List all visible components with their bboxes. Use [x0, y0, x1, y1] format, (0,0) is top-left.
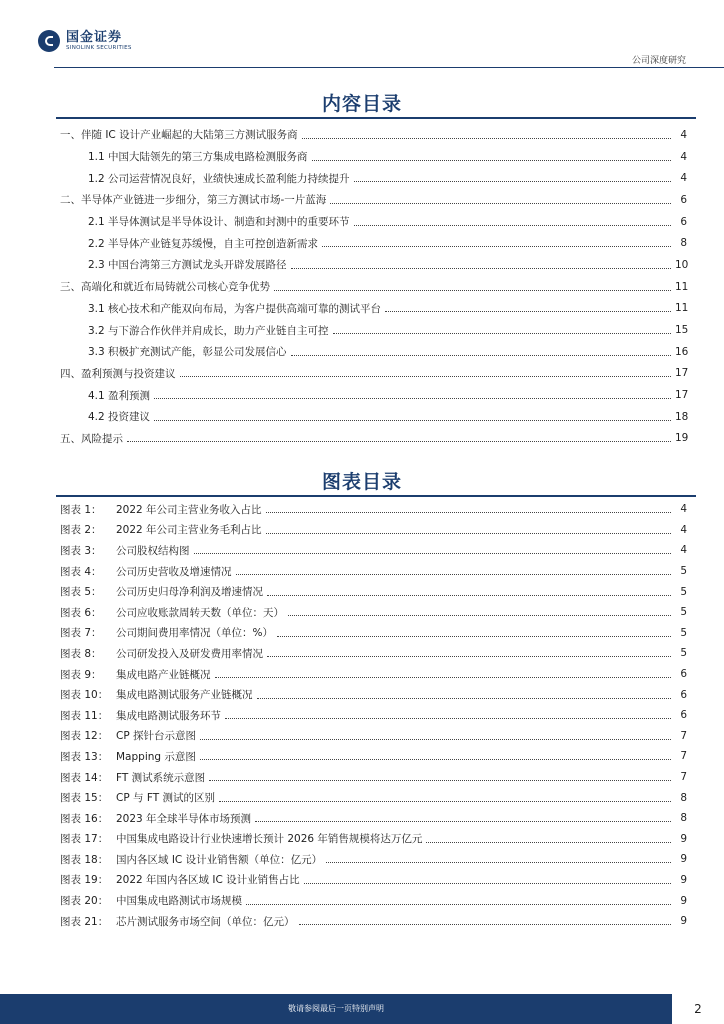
toc-entry-title: 2.2 半导体产业链复苏缓慢，自主可控创造新需求: [88, 237, 319, 250]
logo-en-text: SINOLINK SECURITIES: [66, 44, 132, 51]
dot-leader: [255, 820, 671, 822]
toc-entry-page: 16: [675, 345, 689, 358]
footer-disclaimer: 敬请参阅最后一页特别声明: [0, 994, 672, 1024]
figure-entry-label: 图表 8：: [60, 647, 102, 660]
page-number: 2: [694, 1002, 702, 1016]
figure-entry[interactable]: [60, 767, 687, 788]
figure-entry-title: Mapping 示意图: [116, 750, 196, 763]
figure-entry-page: 5: [680, 585, 687, 598]
toc-entry[interactable]: [60, 124, 687, 146]
figure-entry-page: 5: [680, 647, 687, 660]
dot-leader: [385, 310, 671, 312]
figure-entry-page: 6: [680, 668, 687, 681]
figure-entry-page: 9: [680, 915, 687, 928]
figure-toc-title: 图表目录: [321, 471, 402, 493]
dot-leader: [312, 159, 671, 161]
toc-entry[interactable]: [60, 406, 687, 428]
figure-entry[interactable]: [60, 561, 687, 582]
dot-leader: [194, 552, 672, 554]
toc-entry-page: 4: [680, 128, 687, 141]
dot-leader: [291, 354, 671, 356]
dot-leader: [291, 267, 671, 269]
dot-leader: [209, 779, 671, 781]
figure-entry-page: 9: [680, 894, 687, 907]
figure-entry-title: CP 与 FT 测试的区别: [116, 792, 215, 805]
figure-entry[interactable]: [60, 705, 687, 726]
figure-entry-label: 图表 12：: [60, 730, 109, 743]
toc-entry[interactable]: [60, 146, 687, 168]
toc-entry[interactable]: [60, 276, 687, 298]
content-toc-title: 内容目录: [321, 93, 402, 115]
dot-leader: [426, 841, 671, 843]
toc-entry-title: 1.2 公司运营情况良好，业绩快速成长盈利能力持续提升: [88, 172, 350, 185]
toc-entry-title: 1.1 中国大陆领先的第三方集成电路检测服务商: [88, 151, 308, 164]
figure-entry[interactable]: [60, 787, 687, 808]
figure-entry-page: 7: [680, 771, 687, 784]
figure-entry-title: 公司研发投入及研发费用率情况: [116, 647, 263, 660]
dot-leader: [304, 882, 671, 884]
dot-leader: [333, 332, 671, 334]
figure-entry-title: FT 测试系统示意图: [116, 771, 206, 784]
dot-leader: [219, 800, 671, 802]
figure-entry-page: 5: [680, 626, 687, 639]
toc-entry-title: 3.1 核心技术和产能双向布局，为客户提供高端可靠的测试平台: [88, 302, 382, 315]
figure-entry-page: 8: [680, 791, 687, 804]
figure-entry-label: 图表 19：: [60, 874, 109, 887]
dot-leader: [274, 289, 671, 291]
figure-entry-page: 5: [680, 606, 687, 619]
toc-entry[interactable]: [60, 319, 687, 341]
toc-entry-page: 6: [680, 215, 687, 228]
figure-entry-label: 图表 10：: [60, 689, 109, 702]
figure-entry-label: 图表 6：: [60, 606, 102, 619]
figure-entry-page: 9: [680, 873, 687, 886]
toc-entry-title: 4.2 投资建议: [88, 411, 151, 424]
figure-entry[interactable]: [60, 684, 687, 705]
figure-entry-label: 图表 14：: [60, 771, 109, 784]
figure-entry[interactable]: [60, 623, 687, 644]
figure-entry[interactable]: [60, 581, 687, 602]
dot-leader: [322, 245, 671, 247]
figure-entry-title: 公司股权结构图: [116, 544, 190, 557]
figure-entry-title: 2023 年全球半导体市场预测: [116, 812, 252, 825]
toc-entry-page: 11: [675, 302, 689, 315]
figure-entry[interactable]: [60, 602, 687, 623]
toc-entry-title: 3.3 积极扩充测试产能，彰显公司发展信心: [88, 346, 287, 359]
figure-entry-label: 图表 21：: [60, 915, 109, 928]
toc-entry-title: 4.1 盈利预测: [88, 389, 151, 402]
dot-leader: [200, 758, 671, 760]
header-divider: [54, 67, 724, 68]
dot-leader: [154, 419, 671, 421]
dot-leader: [127, 440, 671, 442]
figure-entry-label: 图表 15：: [60, 792, 109, 805]
dot-leader: [267, 655, 671, 657]
figure-entry[interactable]: [60, 746, 687, 767]
figure-entry-page: 4: [680, 503, 687, 516]
figure-entry-label: 图表 11：: [60, 709, 109, 722]
figure-entry-title: 公司历史营收及增速情况: [116, 565, 232, 578]
company-logo: [38, 30, 132, 52]
dot-leader: [266, 532, 671, 534]
figure-toc-list: [60, 499, 687, 931]
figure-entry-title: CP 探针台示意图: [116, 730, 197, 743]
toc-entry-title: 五、风险提示: [60, 432, 123, 445]
logo-icon: [38, 30, 60, 52]
figure-entry-title: 2022 年公司主营业务毛利占比: [116, 524, 262, 537]
toc-entry-page: 17: [675, 367, 689, 380]
figure-entry-label: 图表 9：: [60, 668, 102, 681]
toc-entry[interactable]: [60, 211, 687, 233]
toc-entry[interactable]: [60, 341, 687, 363]
figure-entry-title: 公司应收账款周转天数（单位：天）: [116, 606, 284, 619]
dot-leader: [299, 923, 672, 925]
dot-leader: [180, 375, 672, 377]
page-footer: [0, 994, 724, 1024]
dot-leader: [200, 738, 671, 740]
toc-entry[interactable]: [60, 254, 687, 276]
figure-entry-page: 6: [680, 688, 687, 701]
toc-entry[interactable]: [60, 232, 687, 254]
dot-leader: [288, 614, 671, 616]
toc-entry-page: 4: [680, 172, 687, 185]
figure-entry-title: 2022 年公司主营业务收入占比: [116, 503, 262, 516]
figure-entry-page: 7: [680, 729, 687, 742]
toc-entry[interactable]: [60, 384, 687, 406]
toc-entry-page: 11: [675, 280, 689, 293]
dot-leader: [267, 594, 671, 596]
toc-entry-page: 18: [675, 410, 689, 423]
toc-entry-page: 4: [680, 150, 687, 163]
figure-entry-label: 图表 5：: [60, 586, 102, 599]
dot-leader: [354, 224, 671, 226]
figure-entry-page: 4: [680, 544, 687, 557]
figure-entry-label: 图表 3：: [60, 544, 102, 557]
figure-toc-rule: [56, 495, 696, 497]
toc-entry-page: 19: [675, 432, 689, 445]
figure-entry-label: 图表 20：: [60, 895, 109, 908]
dot-leader: [257, 697, 672, 699]
dot-leader: [236, 573, 672, 575]
figure-entry-label: 图表 4：: [60, 565, 102, 578]
toc-entry-title: 二、半导体产业链进一步细分，第三方测试市场-一片蓝海: [60, 194, 327, 207]
report-type: 公司深度研究: [631, 56, 686, 66]
logo-cn-text: 国金证券: [66, 29, 123, 45]
figure-entry-page: 9: [680, 832, 687, 845]
dot-leader: [266, 511, 671, 513]
dot-leader: [225, 717, 671, 719]
toc-entry-page: 6: [680, 193, 687, 206]
figure-entry[interactable]: [60, 829, 687, 850]
toc-entry-title: 四、盈利预测与投资建议: [60, 367, 176, 380]
figure-entry[interactable]: [60, 808, 687, 829]
figure-entry-page: 9: [680, 853, 687, 866]
figure-entry-title: 集成电路测试服务环节: [116, 709, 221, 722]
dot-leader: [302, 137, 671, 139]
figure-entry-label: 图表 2：: [60, 524, 102, 537]
figure-entry-title: 集成电路测试服务产业链概况: [116, 689, 253, 702]
figure-entry[interactable]: [60, 540, 687, 561]
figure-entry[interactable]: [60, 726, 687, 747]
toc-entry-page: 8: [680, 237, 687, 250]
figure-entry[interactable]: [60, 870, 687, 891]
figure-entry-page: 7: [680, 750, 687, 763]
toc-entry[interactable]: [60, 363, 687, 385]
figure-entry[interactable]: [60, 890, 687, 911]
figure-entry-title: 2022 年国内各区域 IC 设计业销售占比: [116, 874, 300, 887]
figure-entry[interactable]: [60, 643, 687, 664]
toc-entry-page: 10: [675, 258, 689, 271]
figure-entry-page: 4: [680, 523, 687, 536]
figure-entry-title: 中国集成电路测试市场规模: [116, 895, 242, 908]
toc-entry[interactable]: [60, 189, 687, 211]
dot-leader: [326, 861, 671, 863]
toc-entry-title: 3.2 与下游合作伙伴并肩成长，助力产业链自主可控: [88, 324, 329, 337]
toc-entry[interactable]: [60, 167, 687, 189]
figure-entry-label: 图表 18：: [60, 853, 109, 866]
content-toc-list: [60, 124, 687, 449]
figure-entry[interactable]: [60, 520, 687, 541]
figure-entry[interactable]: [60, 664, 687, 685]
figure-entry-label: 图表 17：: [60, 833, 109, 846]
toc-entry-title: 2.3 中国台湾第三方测试龙头开辟发展路径: [88, 259, 287, 272]
figure-entry-label: 图表 13：: [60, 750, 109, 763]
figure-entry-title: 中国集成电路设计行业快速增长预计 2026 年销售规模将达万亿元: [116, 833, 423, 846]
figure-entry-label: 图表 7：: [60, 627, 102, 640]
content-toc-rule: [56, 117, 696, 119]
toc-entry[interactable]: [60, 428, 687, 450]
figure-entry[interactable]: [60, 911, 687, 932]
figure-entry-page: 5: [680, 565, 687, 578]
figure-entry-label: 图表 16：: [60, 812, 109, 825]
dot-leader: [154, 397, 671, 399]
toc-entry-title: 三、高端化和就近布局铸就公司核心竞争优势: [60, 281, 270, 294]
toc-entry-page: 15: [675, 324, 689, 337]
page-header: [0, 0, 724, 70]
dot-leader: [215, 676, 672, 678]
dot-leader: [330, 202, 671, 204]
figure-entry-page: 8: [680, 812, 687, 825]
figure-entry-title: 公司期间费用率情况（单位：%）: [116, 627, 273, 640]
toc-entry-title: 2.1 半导体测试是半导体设计、制造和封测中的重要环节: [88, 216, 350, 229]
figure-entry[interactable]: [60, 499, 687, 520]
figure-entry-page: 6: [680, 709, 687, 722]
figure-entry-title: 集成电路产业链概况: [116, 668, 211, 681]
dot-leader: [246, 903, 671, 905]
figure-entry-label: 图表 1：: [60, 503, 102, 516]
toc-entry[interactable]: [60, 298, 687, 320]
figure-entry-title: 芯片测试服务市场空间（单位：亿元）: [116, 915, 295, 928]
dot-leader: [277, 635, 671, 637]
dot-leader: [354, 180, 671, 182]
toc-entry-title: 一、伴随 IC 设计产业崛起的大陆第三方测试服务商: [60, 129, 298, 142]
figure-entry-title: 国内各区域 IC 设计业销售额（单位：亿元）: [116, 853, 323, 866]
figure-entry-title: 公司历史归母净利润及增速情况: [116, 586, 263, 599]
figure-entry[interactable]: [60, 849, 687, 870]
toc-entry-page: 17: [675, 389, 689, 402]
